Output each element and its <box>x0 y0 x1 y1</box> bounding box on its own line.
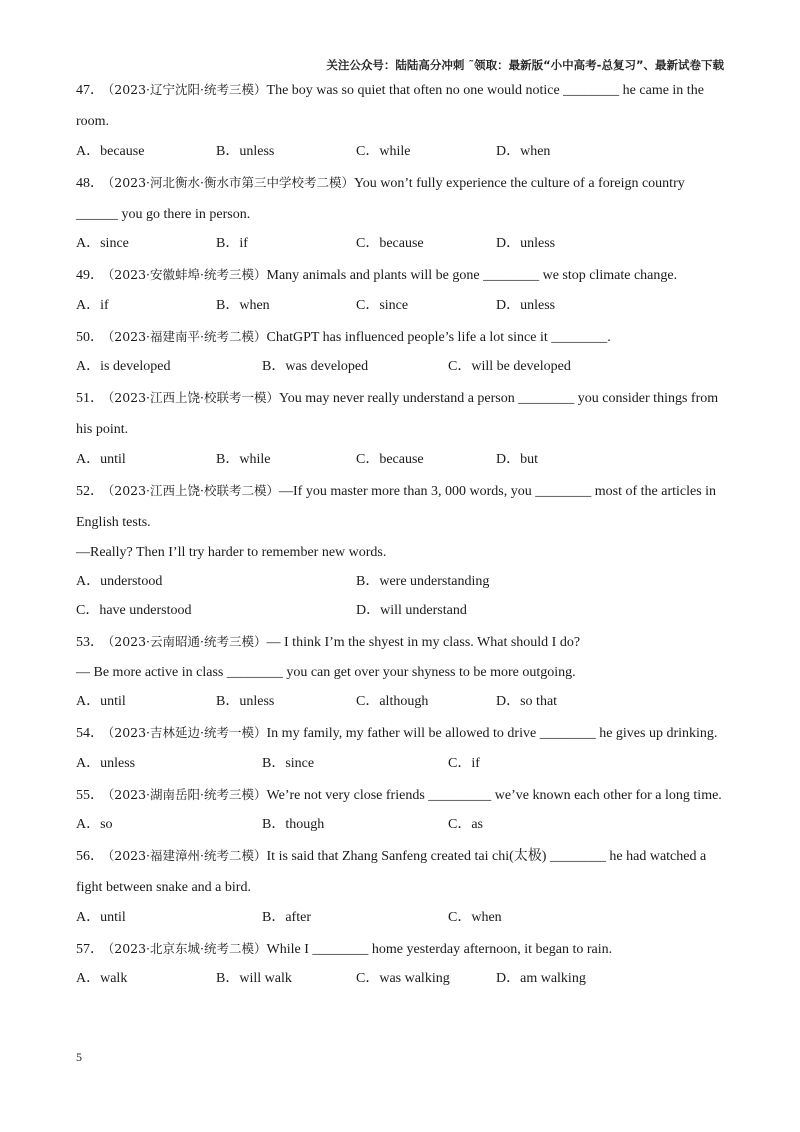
options-row <box>76 811 726 841</box>
question-source: （2023·江西上饶·校联考二模） <box>108 482 280 498</box>
question-47 <box>76 74 726 167</box>
option-c[interactable]: C．will be developed <box>448 359 571 375</box>
option-d[interactable]: D．when <box>496 143 551 159</box>
question-stem <box>76 626 726 658</box>
option-a[interactable]: A．understood <box>76 573 163 589</box>
option-b[interactable]: B．though <box>262 817 325 833</box>
question-number: 48． <box>76 175 104 191</box>
options-row <box>76 353 726 383</box>
options-row <box>76 903 726 933</box>
question-text: We’re not very close friends _________ we’ve known each other for a long time. <box>266 787 722 803</box>
option-b[interactable]: B．was developed <box>262 359 369 375</box>
question-source: （2023·云南昭通·统考三模） <box>108 634 267 649</box>
question-stem <box>76 382 726 445</box>
option-c[interactable]: C．have understood <box>76 603 192 619</box>
option-a[interactable]: A．since <box>76 236 129 252</box>
options-row <box>76 965 726 995</box>
option-a[interactable]: A．because <box>76 143 145 159</box>
question-54 <box>76 717 726 779</box>
question-source: （2023·河北衡水·衡水市第三中学校考二模） <box>108 174 355 190</box>
dialog-line: — Be more active in class ________ you can get over your shyness to be more outgoing. <box>76 665 576 680</box>
option-b[interactable]: B．when <box>216 297 270 313</box>
options-row <box>76 291 726 321</box>
option-a[interactable]: A．is developed <box>76 359 171 375</box>
question-number: 52． <box>76 483 104 499</box>
option-b[interactable]: B．if <box>216 236 248 252</box>
question-text: While I ________ home yesterday afternoon, it began to rain. <box>266 941 613 957</box>
options-row <box>76 137 726 167</box>
question-49 <box>76 259 726 321</box>
page-header: 关注公众号：陆陆高分冲刺 ˜领取：最新版“小中高考-总复习”、最新试卷下载 <box>326 58 724 72</box>
options-row <box>76 445 726 475</box>
question-52 <box>76 475 726 627</box>
question-text: ChatGPT has influenced people’s life a lot since it ________. <box>266 329 611 345</box>
option-c[interactable]: C．because <box>356 451 424 467</box>
question-55 <box>76 779 726 841</box>
question-list <box>76 74 726 994</box>
question-stem <box>76 717 726 749</box>
option-c[interactable]: C．as <box>448 817 483 833</box>
question-number: 47． <box>76 83 104 98</box>
question-stem <box>76 779 726 811</box>
question-number: 53． <box>76 635 104 650</box>
option-a[interactable]: A．until <box>76 909 126 925</box>
question-number: 54． <box>76 726 104 741</box>
question-text: Many animals and plants will be gone ________ we stop climate change. <box>266 268 678 283</box>
option-c[interactable]: C．while <box>356 143 411 159</box>
option-d[interactable]: D．will understand <box>356 603 467 619</box>
question-56 <box>76 840 726 933</box>
question-50 <box>76 321 726 383</box>
option-c[interactable]: C．when <box>448 909 502 925</box>
question-source: （2023·福建南平·统考二模） <box>108 328 267 344</box>
options-row <box>76 567 726 597</box>
options-row <box>76 688 726 718</box>
question-stem <box>76 167 726 230</box>
question-48 <box>76 167 726 260</box>
option-c[interactable]: C．if <box>448 755 480 771</box>
question-text: The boy was so quiet that often no one would notice ________ he came in the room. <box>76 83 704 129</box>
option-d[interactable]: D．unless <box>496 236 556 252</box>
option-a[interactable]: A．until <box>76 694 126 710</box>
option-b[interactable]: B．will walk <box>216 971 292 987</box>
question-source: （2023·北京东城·统考二模） <box>108 940 267 956</box>
question-source: （2023·辽宁沈阳·统考三模） <box>108 82 267 97</box>
option-b[interactable]: B．while <box>216 451 271 467</box>
question-57 <box>76 933 726 995</box>
question-stem <box>76 74 726 137</box>
question-stem <box>76 933 726 965</box>
option-c[interactable]: C．because <box>356 236 424 252</box>
question-text: In my family, my father will be allowed to drive ________ he gives up drinking. <box>266 726 718 741</box>
question-source: （2023·湖南岳阳·统考三模） <box>108 786 267 802</box>
option-b[interactable]: B．unless <box>216 143 275 159</box>
option-a[interactable]: A．until <box>76 451 126 467</box>
question-stem <box>76 840 726 903</box>
question-source: （2023·安徽蚌埠·统考三模） <box>108 267 267 282</box>
option-a[interactable]: A．if <box>76 297 109 313</box>
question-text: You won’t fully experience the culture of a foreign country ______ you go there in person. <box>76 175 685 222</box>
question-source: （2023·吉林延边·统考一模） <box>108 725 267 740</box>
option-c[interactable]: C．was walking <box>356 971 450 987</box>
question-text: — I think I’m the shyest in my class. What should I do? <box>266 635 581 650</box>
option-c[interactable]: C．since <box>356 297 409 313</box>
question-number: 55． <box>76 787 104 803</box>
options-row <box>76 749 726 779</box>
question-text: —If you master more than 3, 000 words, you ________ most of the articles in English tests. <box>76 483 717 530</box>
question-source: （2023·江西上饶·校联考一模） <box>108 390 280 405</box>
question-stem <box>76 321 726 353</box>
question-source: （2023·福建漳州·统考二模） <box>108 848 267 863</box>
question-number: 49． <box>76 268 104 283</box>
option-c[interactable]: C．although <box>356 694 429 710</box>
option-b[interactable]: B．after <box>262 909 311 925</box>
option-a[interactable]: A．walk <box>76 971 128 987</box>
option-b[interactable]: B．since <box>262 755 315 771</box>
question-number: 57． <box>76 941 104 957</box>
question-number: 51． <box>76 391 104 406</box>
option-a[interactable]: A．so <box>76 817 113 833</box>
option-b[interactable]: B．unless <box>216 694 275 710</box>
question-stem <box>76 475 726 538</box>
option-d[interactable]: D．so that <box>496 694 558 710</box>
question-51 <box>76 382 726 475</box>
options-row <box>76 597 726 627</box>
question-number: 56． <box>76 849 104 864</box>
question-53 <box>76 626 726 717</box>
option-d[interactable]: D．unless <box>496 297 556 313</box>
question-text: You may never really understand a person ________ you consider things from his point. <box>76 391 719 437</box>
dialog-line: —Really? Then I’ll try harder to remember new words. <box>76 544 387 560</box>
options-row <box>76 230 726 260</box>
question-number: 50． <box>76 329 104 345</box>
page-number: 5 <box>76 1050 82 1064</box>
option-b[interactable]: B．were understanding <box>356 573 490 589</box>
option-d[interactable]: D．am walking <box>496 971 586 987</box>
question-stem <box>76 259 726 291</box>
option-d[interactable]: D．but <box>496 451 538 467</box>
question-text: It is said that Zhang Sanfeng created tai chi(太极) ________ he had watched a fight between snake and a bird. <box>76 849 707 895</box>
option-a[interactable]: A．unless <box>76 755 136 771</box>
